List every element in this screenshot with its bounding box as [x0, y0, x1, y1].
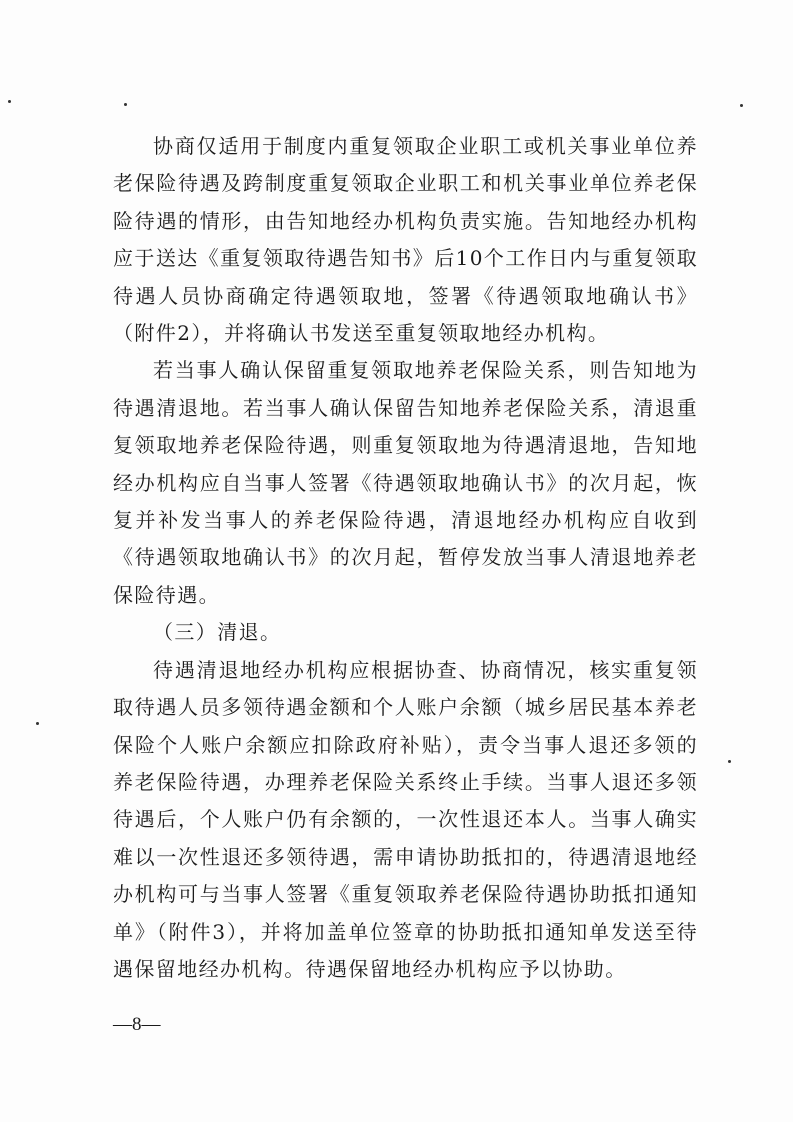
- paragraph-clawback-procedure: 待遇清退地经办机构应根据协查、协商情况，核实重复领取待遇人员多领待遇金额和个人账户余额（城乡居民基本养老保险个人账户余额应扣除政府补贴），责令当事人退还多领的养老保险待遇，办理养老保险关系终止手续。当事人退还多领待遇后，个人账户仍有余额的，一次性退还本人。当事人确实难以一次性退还多领待遇，需申请协助抵扣的，待遇清退地经办机构可与当事人签署《重复领取养老保险待遇协助抵扣通知单》（附件3），并将加盖单位签章的协助抵扣通知单发送至待遇保留地经办机构。待遇保留地经办机构应予以协助。: [113, 657, 698, 981]
- scan-speck: [36, 722, 39, 725]
- scan-speck: [8, 100, 11, 103]
- paragraph-clawback-location: 若当事人确认保留重复领取地养老保险关系，则告知地为待遇清退地。若当事人确认保留告知地养老保险关系，清退重复领取地养老保险待遇，则重复领取地为待遇清退地，告知地经办机构应自当事人签署《待遇领取地确认书》的次月起，恢复并补发当事人的养老保险待遇，清退地经办机构应自收到《待遇领取地确认书》的次月起，暂停发放当事人清退地养老保险待遇。: [113, 358, 698, 607]
- section-heading-clawback: （三）清退。: [153, 620, 282, 645]
- scan-speck: [740, 104, 743, 107]
- document-body: [113, 128, 698, 988]
- scan-speck: [728, 760, 731, 763]
- page-number: —8—: [113, 1014, 161, 1035]
- scan-speck: [124, 103, 127, 106]
- paragraph-consultation: 协商仅适用于制度内重复领取企业职工或机关事业单位养老保险待遇及跨制度重复领取企业职工和机关事业单位养老保险待遇的情形，由告知地经办机构负责实施。告知地经办机构应于送达《重复领取待遇告知书》后10个工作日内与重复领取待遇人员协商确定待遇领取地，签署《待遇领取地确认书》（附件2），并将确认书发送至重复领取地经办机构。: [113, 134, 698, 346]
